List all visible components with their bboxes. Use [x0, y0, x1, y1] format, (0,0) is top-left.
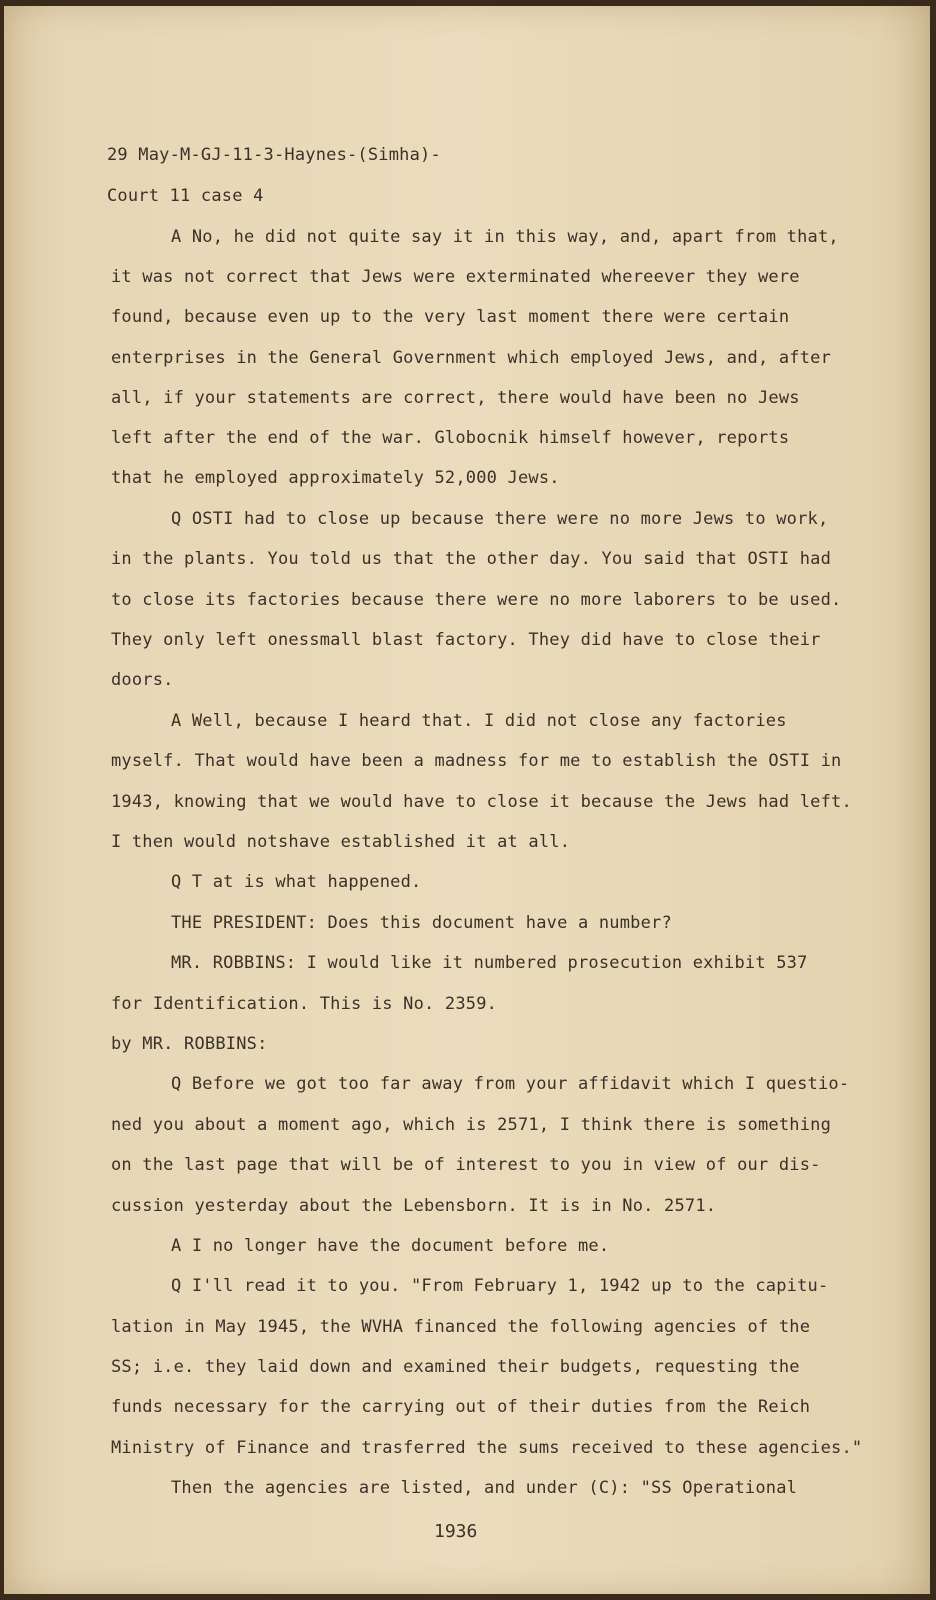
body-line: Q OSTI had to close up because there were no more Jews to work,: [171, 509, 829, 529]
body-line: it was not correct that Jews were exterminated whereever they were: [111, 267, 800, 287]
body-line: Ministry of Finance and trasferred the sums received to these agencies.": [111, 1438, 863, 1458]
body-line: enterprises in the General Government which employed Jews, and, after: [111, 348, 832, 368]
body-line: SS; i.e. they laid down and examined their budgets, requesting the: [111, 1357, 800, 1377]
header-line-1: 29 May-M-GJ-11-3-Haynes-(Simha)-: [107, 145, 441, 165]
body-line: myself. That would have been a madness for me to establish the OSTI in: [111, 751, 842, 771]
document-page: [4, 6, 930, 1594]
transcript-text: [4, 6, 930, 1594]
body-line: Q Before we got too far away from your affidavit which I questio-: [171, 1074, 850, 1094]
body-line: that he employed approximately 52,000 Jews.: [111, 468, 560, 488]
body-line: THE PRESIDENT: Does this document have a number?: [171, 913, 672, 933]
body-line: ned you about a moment ago, which is 2571, I think there is something: [111, 1115, 832, 1135]
body-line: funds necessary for the carrying out of their duties from the Reich: [111, 1397, 811, 1417]
body-line: A Well, because I heard that. I did not close any factories: [171, 711, 787, 731]
body-line: on the last page that will be of interest to you in view of our dis-: [111, 1155, 821, 1175]
body-line: They only left onessmall blast factory. They did have to close their: [111, 630, 821, 650]
body-line: A No, he did not quite say it in this way, and, apart from that,: [171, 227, 839, 247]
body-line: Then the agencies are listed, and under (C): "SS Operational: [171, 1478, 798, 1498]
body-line: doors.: [111, 670, 174, 690]
body-line: for Identification. This is No. 2359.: [111, 994, 498, 1014]
body-line: by MR. ROBBINS:: [111, 1034, 268, 1054]
body-line: found, because even up to the very last moment there were certain: [111, 307, 790, 327]
body-line: Q I'll read it to you. "From February 1, 1942 up to the capitu-: [171, 1276, 829, 1296]
body-line: A I no longer have the document before me.: [171, 1236, 610, 1256]
body-line: 1943, knowing that we would have to close it because the Jews had left.: [111, 792, 852, 812]
body-line: in the plants. You told us that the other day. You said that OSTI had: [111, 549, 832, 569]
page-number: 1936: [434, 1521, 478, 1542]
body-line: Q T at is what happened.: [171, 872, 422, 892]
body-line: MR. ROBBINS: I would like it numbered prosecution exhibit 537: [171, 953, 808, 973]
body-line: lation in May 1945, the WVHA financed the following agencies of the: [111, 1317, 811, 1337]
body-line: to close its factories because there were no more laborers to be used.: [111, 590, 842, 610]
body-line: left after the end of the war. Globocnik himself however, reports: [111, 428, 790, 448]
body-line: cussion yesterday about the Lebensborn. It is in No. 2571.: [111, 1196, 717, 1216]
body-line: I then would notshave established it at all.: [111, 832, 571, 852]
body-line: all, if your statements are correct, there would have been no Jews: [111, 388, 800, 408]
header-line-2: Court 11 case 4: [107, 186, 264, 206]
